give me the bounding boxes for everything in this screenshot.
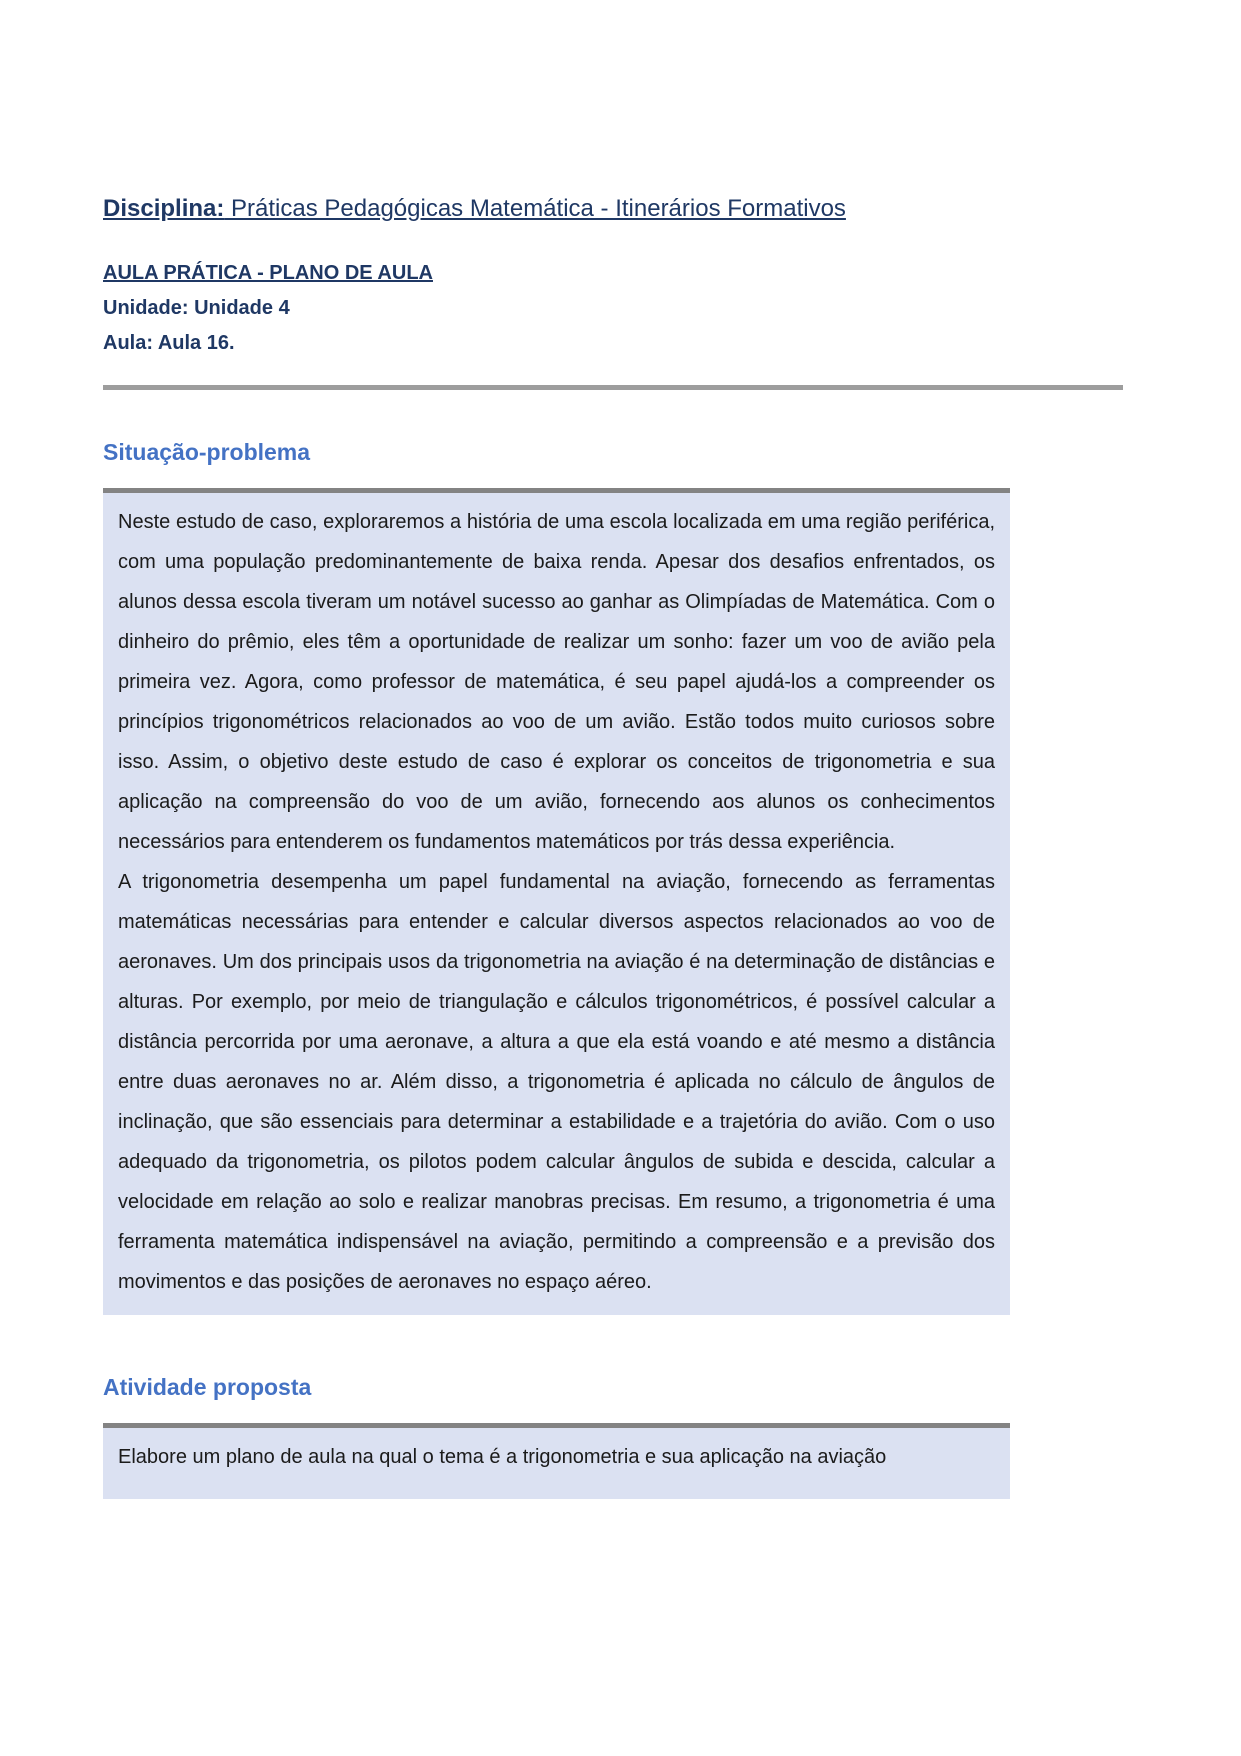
section-heading-situacao-problema: Situação-problema <box>103 439 311 465</box>
document-title <box>103 0 1010 224</box>
title-prefix: Disciplina: <box>103 195 225 222</box>
divider-rule <box>103 385 1123 390</box>
document-content <box>103 0 1010 1499</box>
unit-line: Unidade: Unidade 4 <box>103 297 290 319</box>
situacao-paragraph-2: A trigonometria desempenha um papel fundamental na aviação, fornecendo as ferramentas matemáticas necessárias para entender e calcular diversos aspectos relacionados ao voo de aeronaves. Um dos principais usos da trigonometria na aviação é na determinação de distâncias e alturas. Por exemplo, por meio de triangulação e cálculos trigonométricos, é possível calcular a distância percorrida por uma aeronave, a altura a que ela está voando e até mesmo a distância entre duas aeronaves no ar. Além disso, a trigonometria é aplicada no cálculo de ângulos de inclinação, que são essenciais para determinar a estabilidade e a trajetória do avião. Com o uso adequado da trigonometria, os pilotos podem calcular ângulos de subida e descida, calcular a velocidade em relação ao solo e realizar manobras precisas. Em resumo, a trigonometria é uma ferramenta matemática indispensável na aviação, permitindo a compreensão e a previsão dos movimentos e das posições de aeronaves no espaço aéreo. <box>118 871 995 1293</box>
lesson-type-heading: AULA PRÁTICA - PLANO DE AULA <box>103 262 433 284</box>
title-text: Práticas Pedagógicas Matemática - Itinerários Formativos <box>224 195 846 222</box>
situacao-paragraph-1: Neste estudo de caso, exploraremos a história de uma escola localizada em uma região periférica, com uma população predominantemente de baixa renda. Apesar dos desafios enfrentados, os alunos dessa escola tiveram um notável sucesso ao ganhar as Olimpíadas de Matemática. Com o dinheiro do prêmio, eles têm a oportunidade de realizar um sonho: fazer um voo de avião pela primeira vez. Agora, como professor de matemática, é seu papel ajudá-los a compreender os princípios trigonométricos relacionados ao voo de um avião. Estão todos muito curiosos sobre isso. Assim, o objetivo deste estudo de caso é explorar os conceitos de trigonometria e sua aplicação na compreensão do voo de um avião, fornecendo aos alunos os conhecimentos necessários para entenderem os fundamentos matemáticos por trás dessa experiência. <box>118 511 995 853</box>
situacao-problema-box <box>103 488 1010 1315</box>
atividade-paragraph: Elabore um plano de aula na qual o tema é a trigonometria e sua aplicação na aviação <box>118 1446 887 1468</box>
lesson-line: Aula: Aula 16. <box>103 332 235 354</box>
atividade-proposta-box <box>103 1423 1010 1499</box>
section-heading-atividade-proposta: Atividade proposta <box>103 1374 312 1400</box>
